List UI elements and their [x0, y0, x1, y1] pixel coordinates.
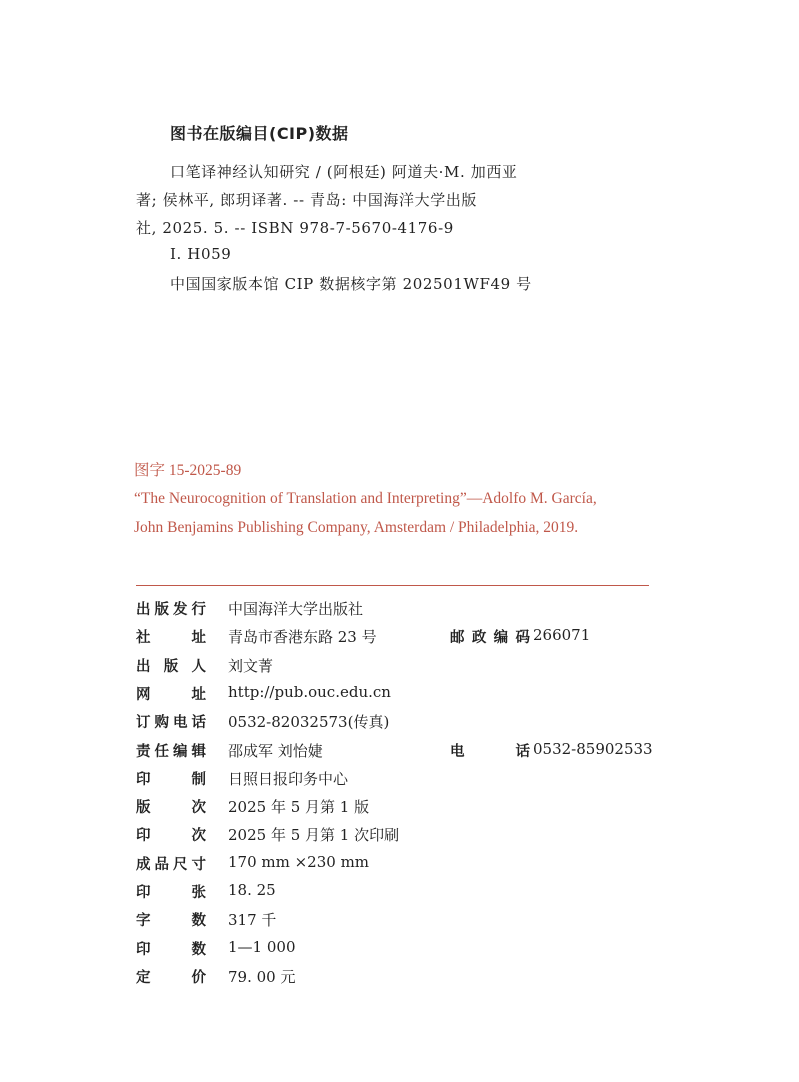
colophon-value: 2025 年 5 月第 1 次印刷: [228, 826, 400, 845]
colophon-value: 2025 年 5 月第 1 版: [228, 798, 370, 817]
colophon-label: 印 张: [136, 885, 206, 901]
cip-line: 中国国家版本馆 CIP 数据核字第 202501WF49 号: [170, 275, 532, 293]
colophon-label: 网 址: [136, 686, 206, 703]
cip-title: 图书在版编目(CIP)数据: [170, 124, 349, 143]
colophon-value: 1—1 000: [228, 937, 296, 956]
colophon-label: 订 购 电 话: [136, 715, 206, 732]
original-title: “The Neurocognition of Translation and Interpreting”—Adolfo M. García,: [134, 490, 597, 507]
colophon-value: http://pub.ouc.edu.cn: [228, 682, 391, 701]
license-number: 图字 15-2025-89: [134, 462, 242, 479]
colophon-right-label: 邮 政 编 码: [450, 630, 530, 647]
colophon-value: 中国海洋大学出版社: [228, 600, 364, 618]
cip-line: 社, 2025. 5. -- ISBN 978-7-5670-4176-9: [136, 219, 454, 237]
cip-line: Ⅰ. H059: [170, 245, 232, 263]
colophon-value: 日照日报印务中心: [228, 769, 349, 788]
colophon-label: 版 次: [136, 800, 206, 817]
colophon-label: 印 数: [136, 941, 206, 958]
colophon-value: 刘文菁: [228, 656, 274, 675]
colophon-label: 责 任 编 辑: [136, 743, 206, 760]
colophon-right-label: 电 话: [450, 743, 530, 760]
colophon-value: 317 千: [228, 911, 277, 930]
colophon-right-value: 266071: [533, 626, 591, 645]
colophon-label: 出 版 人: [136, 658, 206, 675]
original-publisher: John Benjamins Publishing Company, Amsterdam / Philadelphia, 2019.: [134, 519, 579, 536]
colophon-value: 青岛市香港东路 23 号: [228, 628, 377, 647]
colophon-label: 字 数: [136, 913, 206, 930]
colophon-value: 170 mm ×230 mm: [228, 852, 370, 871]
colophon-label: 印 次: [136, 828, 206, 845]
colophon-value: 79. 00 元: [228, 967, 296, 986]
colophon-label: 定 价: [136, 969, 206, 986]
colophon-value: 0532-82032573(传真): [228, 713, 390, 732]
colophon-label: 出 版 发 行: [136, 602, 206, 618]
cip-line: 口笔译神经认知研究 / (阿根廷) 阿道夫·M. 加西亚: [170, 163, 518, 181]
colophon-right-value: 0532-85902533: [533, 739, 653, 758]
colophon-value: 邵成军 刘怡婕: [228, 741, 323, 760]
cip-line: 著; 侯林平, 郎玥译著. -- 青岛: 中国海洋大学出版: [136, 191, 478, 209]
colophon-label: 成 品 尺 寸: [136, 856, 206, 873]
divider: [136, 585, 649, 586]
colophon-label: 社 址: [136, 630, 206, 647]
colophon-label: 印 制: [136, 771, 206, 788]
colophon-value: 18. 25: [228, 881, 276, 899]
